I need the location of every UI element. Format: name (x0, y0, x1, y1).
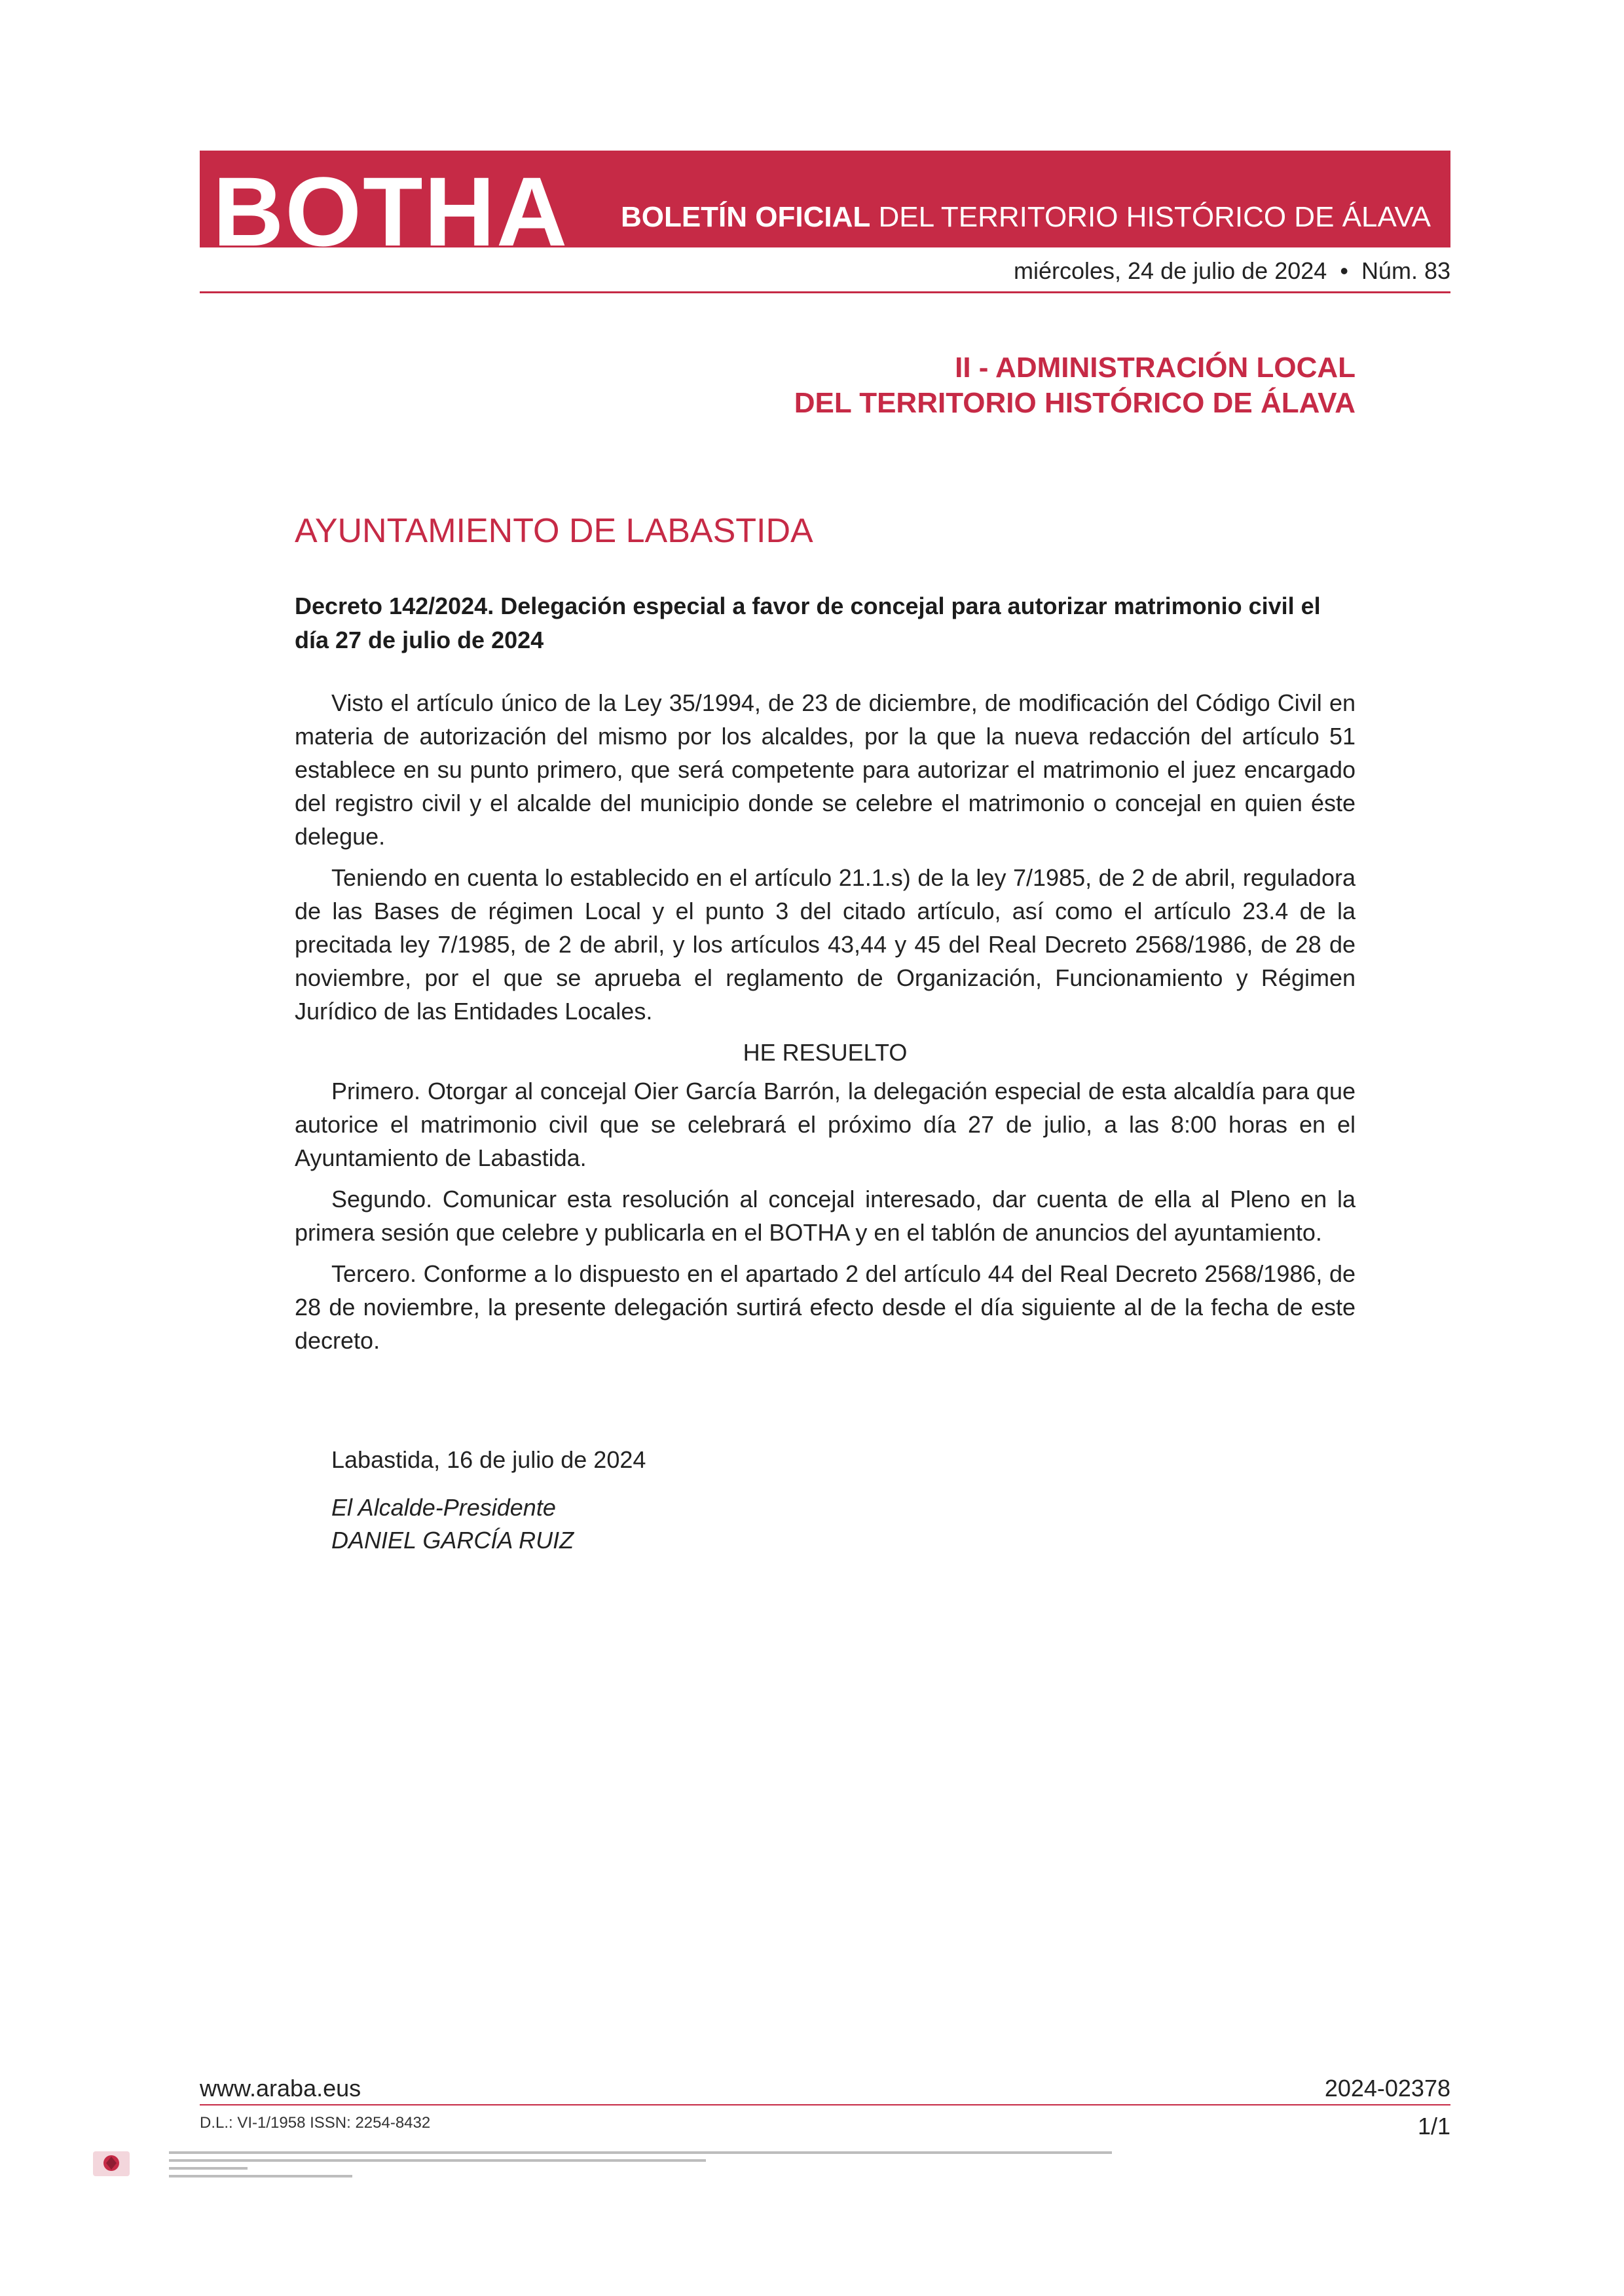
bullet-separator: • (1333, 257, 1355, 284)
footer-legal-deposit: D.L.: VI-1/1958 ISSN: 2254-8432 (200, 2114, 431, 2132)
paragraph-1: Visto el artículo único de la Ley 35/1994, de 23 de diciembre, de modificación del Código Civil en materia de autorización del mismo por los alcaldes, por la que la nueva redacción del artículo 51 establece en su punto primero, que será competente para autorizar el matrimonio el juez encargado del registro civil y el alcalde del municipio donde se celebre el matrimonio o concejal en quien éste delegue. (295, 689, 1356, 850)
signature-block (331, 1491, 574, 1557)
place-date: Labastida, 16 de julio de 2024 (331, 1446, 646, 1473)
footer-rule (200, 2104, 1450, 2105)
bulletin-title-rest: DEL TERRITORIO HISTÓRICO DE ÁLAVA (870, 201, 1431, 233)
botha-logo: BOTHA (213, 156, 569, 266)
footer-announcement-code: 2024-02378 (1324, 2075, 1450, 2102)
electronic-seal-icon (92, 2149, 131, 2179)
decree-body (295, 686, 1356, 1365)
bulletin-title-bold: BOLETÍN OFICIAL (620, 201, 871, 233)
section-heading-line-2: DEL TERRITORIO HISTÓRICO DE ÁLAVA (794, 387, 1356, 419)
header-rule (200, 291, 1450, 293)
paragraph-2: Teniendo en cuenta lo establecido en el artículo 21.1.s) de la ley 7/1985, de 2 de abril, reguladora de las Bases de régimen Local y el punto 3 del citado artículo, así como el artículo 23.4 de la precitada ley 7/1985, de 2 de abril, y los artículos 43,44 y 45 del Real Decreto 2568/1986, de 28 de noviembre, por el que se aprueba el reglamento de Organización, Funcionamiento y Régimen Jurídico de las Entidades Locales. (295, 864, 1356, 1025)
paragraph-third: Tercero. Conforme a lo dispuesto en el apartado 2 del artículo 44 del Real Decreto 2568/1986, de 28 de noviembre, la presente delegación surtirá efecto desde el día siguiente al de la fecha de este decreto. (295, 1260, 1356, 1354)
issue-date-line (1014, 257, 1450, 285)
bulletin-title (621, 200, 1431, 234)
resolution-heading: HE RESUELTO (743, 1039, 908, 1066)
signer-name: DANIEL GARCÍA RUIZ (331, 1527, 574, 1554)
organization-title: AYUNTAMIENTO DE LABASTIDA (295, 512, 813, 550)
issue-date: miércoles, 24 de julio de 2024 (1013, 257, 1327, 284)
issue-number: Núm. 83 (1361, 257, 1450, 284)
footer-page-number: 1/1 (1417, 2113, 1450, 2140)
decree-title: Decreto 142/2024. Delegación especial a favor de concejal para autorizar matrimonio civil el día 27 de julio de 2024 (295, 592, 1321, 653)
footer-website: www.araba.eus (200, 2075, 361, 2102)
paragraph-second: Segundo. Comunicar esta resolución al concejal interesado, dar cuenta de ella al Pleno en la primera sesión que celebre y publicarla en el BOTHA y en el tablón de anuncios del ayuntamiento. (295, 1186, 1356, 1246)
section-heading (794, 350, 1356, 421)
seal-fine-print-texture (169, 2150, 1151, 2189)
signer-role: El Alcalde-Presidente (331, 1494, 556, 1521)
paragraph-first: Primero. Otorgar al concejal Oier García Barrón, la delegación especial de esta alcaldía para que autorice el matrimonio civil que se celebrará el próximo día 27 de julio, a las 8:00 horas en el Ayuntamiento de Labastida. (295, 1078, 1356, 1171)
section-heading-line-1: II - ADMINISTRACIÓN LOCAL (955, 352, 1356, 384)
